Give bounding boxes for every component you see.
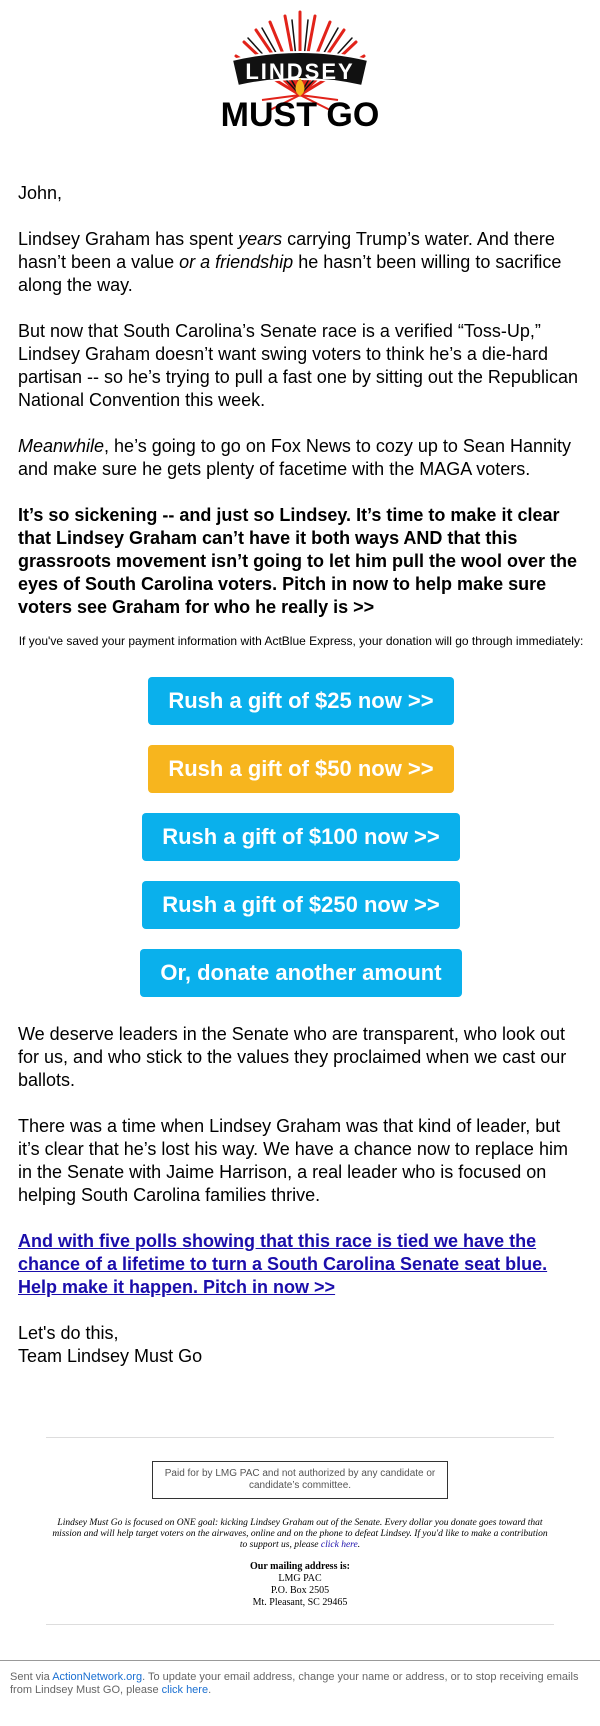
paragraph-5: We deserve leaders in the Senate who are transparent, who look out for us, and who stick to the values they proclaimed when we cast our ballots.: [18, 1024, 567, 1090]
footer-divider-top: [46, 1437, 554, 1438]
paragraph-1: Lindsey Graham has spent years carrying Trump’s water. And there hasn’t been a value or a friendship he hasn’t been willing to sacrifice along the way.: [18, 229, 562, 295]
mailing-address: Our mailing address is: LMG PAC P.O. Box 2505 Mt. Pleasant, SC 29465: [250, 1561, 350, 1608]
paragraph-6: There was a time when Lindsey Graham was that kind of leader, but it’s clear that he’s lost his way. We have a chance now to replace him in the Senate with Jaime Harrison, a real leader who is focused on helping South Carolina families thrive.: [18, 1116, 568, 1205]
email-body: [18, 182, 584, 1368]
unsubscribe-link[interactable]: click here: [161, 1684, 209, 1696]
logo-line1: LINDSEY: [245, 59, 355, 84]
mission-statement: Lindsey Must Go is focused on ONE goal: kicking Lindsey Graham out of the Senate. Every dollar you donate goes toward that mission and will help target voters on the airwaves, online and on the phone to defeat Lindsey. If you'd like to make a contribution to support us, please click here.: [52, 1518, 548, 1550]
paragraph-4: It’s so sickening -- and just so Lindsey. It’s time to make it clear that Lindsey Graham can’t have it both ways AND that this grassroots movement isn’t going to let him pull the wool over the eyes of South Carolina voters. Pitch in now to help make sure voters see Graham for who he really is >>: [18, 505, 578, 617]
donate-50-button[interactable]: Rush a gift of $50 now >>: [148, 745, 454, 793]
pitch-in-link[interactable]: And with five polls showing that this race is tied we have the chance of a lifetime to turn a South Carolina Senate seat blue. Help make it happen. Pitch in now >>: [18, 1231, 548, 1297]
greeting: John,: [18, 183, 63, 203]
donate-25-button[interactable]: Rush a gift of $25 now >>: [148, 677, 454, 725]
sent-via-notice: Sent via ActionNetwork.org. To update your email address, change your name or address, or to stop receiving emails from Lindsey Must GO, please click here.: [10, 1671, 579, 1696]
contribute-link[interactable]: click here: [320, 1540, 358, 1550]
logo-line2: MUST GO: [220, 96, 380, 134]
footer-divider-bottom: [46, 1624, 554, 1625]
actblue-note: If you've saved your payment information with ActBlue Express, your donation will go through immediately:: [18, 634, 584, 648]
signoff-line1: Let's do this,: [18, 1323, 119, 1343]
sent-divider: [0, 1660, 600, 1661]
donate-250-button[interactable]: Rush a gift of $250 now >>: [142, 881, 460, 929]
paid-for-disclaimer: Paid for by LMG PAC and not authorized by any candidate or candidate’s committee.: [152, 1461, 448, 1499]
paragraph-2: But now that South Carolina’s Senate race is a verified “Toss-Up,” Lindsey Graham doesn’t want swing voters to think he’s a die-hard partisan -- so he’s trying to pull a fast one by sitting out the Republican National Convention this week.: [18, 321, 578, 410]
actionnetwork-link[interactable]: ActionNetwork.org: [52, 1671, 143, 1683]
donate-other-amount-button[interactable]: Or, donate another amount: [140, 949, 462, 997]
signoff-line2: Team Lindsey Must Go: [18, 1346, 203, 1366]
paragraph-3: Meanwhile, he’s going to go on Fox News to cozy up to Sean Hannity and make sure he gets plenty of facetime with the MAGA voters.: [18, 436, 571, 479]
donate-100-button[interactable]: Rush a gift of $100 now >>: [142, 813, 460, 861]
lindsey-must-go-logo: [0, 0, 600, 140]
